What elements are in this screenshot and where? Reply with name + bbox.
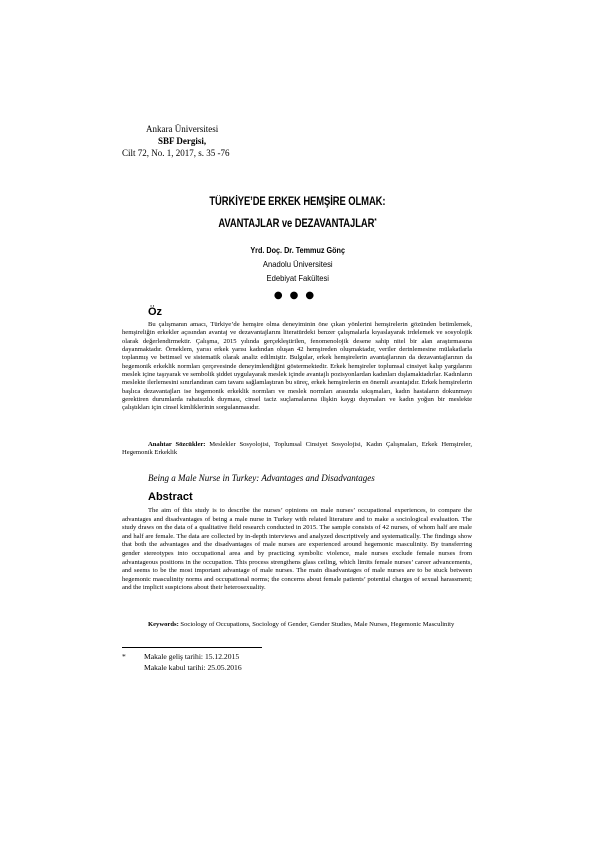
abstract-keywords-text: Sociology of Occupations, Sociology of Gender, Gender Studies, Male Nurses, Hegemonic Masculinity xyxy=(178,621,455,628)
footnote-mark: * xyxy=(122,652,126,661)
author-affiliation-university: Anadolu Üniversitesi xyxy=(262,259,333,269)
author-block xyxy=(0,243,595,285)
section-separator: ●●● xyxy=(273,290,322,301)
title-footnote-mark: * xyxy=(374,218,377,225)
abstract-keywords-label: Keywords: xyxy=(148,621,179,628)
abstract-body: The aim of this study is to describe the nurses’ opinions on male nurses’ occupational experiences, to compare the advantages and disadvantages of being a male nurse in Turkey with related literature and to make a sociological evaluation. The study draws on the data of a qualitative field research conducted in 2015. The sample consists of 42 nurses, of whom half are male and half are female. The data are collected by in-depth interviews and analyzed descriptively and systematically. The findings show that both the advantages and the disadvantages of male nurses are experienced around hegemonic masculinity. By transferring gender stereotypes into occupational area and by practicing symbolic violence, male nurses exclude female nurses from advantageous positions in the occupation. This process strengthens glass ceiling, which limits female nurses’ career advancements, and seems to be the most important advantage of male nurses. The main disadvantages of male nurses are to be stuck between hegemonic masculinity norms and occupational norms; the concerns about female patients’ potential charges of sexual harassment; and the implicit suspicions about their heterosexuality. xyxy=(122,507,472,592)
journal-university: Ankara Üniversitesi xyxy=(146,124,219,134)
footnote-divider xyxy=(122,647,262,648)
author-affiliation-faculty: Edebiyat Fakültesi xyxy=(266,273,329,283)
oz-keywords-label: Anahtar Sözcükler: xyxy=(148,441,206,448)
oz-heading: Öz xyxy=(148,306,163,318)
author-name: Yrd. Doç. Dr. Temmuz Gönç xyxy=(250,245,345,255)
title-line-2-text: AVANTAJLAR ve DEZAVANTAJLAR xyxy=(218,218,375,230)
abstract-heading: Abstract xyxy=(148,491,193,503)
footnotes xyxy=(122,651,242,673)
oz-body: Bu çalışmanın amacı, Türkiye’de hemşire olma deneyiminin öne çıkan yönlerini hemşirelerin gözünden betimlemek, hemşireliğin erkekler açısından avantaj ve dezavantajlarını literatürdeki benzer çalışmalarla kıyaslayarak irdelemek ve sosyolojik olarak değerlendirmektir. Çalışma, 2015 yılında gerçekleştirilen, fenomenolojik desene sahip nitel bir alan araştırmasına dayanmaktadır. Örneklem, yarısı erkek yarısı kadından oluşan 42 hemşireden oluşmaktadır, veriler derinlemesine mülakatlarla toplanmış ve betimsel ve sistematik olarak analiz edilmiştir. Bulgular, erkek hemşirelerin avantajlarının da dezavantajlarının da hegemonik erkeklik normları çerçevesinde deneyimlendiğini göstermektedir. Erkek hemşireler toplumsal cinsiyet kalıp yargılarını meslek içine taşıyarak ve sembolik şiddet uygulayarak meslek içinde avantajlı pozisyonlardan kadınları dışlamaktadırlar. Kadınların meslekte ilerlemesini sınırlandıran cam tavanı sağlamlaştıran bu süreç, erkek hemşirelerin en önemli avantajıdır. Erkek hemşirelerin başlıca dezavantajları ise hegemonik erkeklik normları ve meslek normları arasında sıkışmaları, kadın hastaların dokunmayı gerektiren durumlarda rahatsızlık duyması, cinsel taciz suçlamalarına ilişkin kaygı duymaları ve kadın yoğun bir meslekte çalıştıkları için cinsel kimliklerinin sorgulanmasıdır. xyxy=(122,321,472,412)
abstract-keywords xyxy=(122,621,472,629)
article-title xyxy=(53,192,541,234)
footnote-accepted: Makale kabul tarihi: 25.05.2016 xyxy=(144,663,242,672)
title-line-1: TÜRKİYE’DE ERKEK HEMŞİRE OLMAK: xyxy=(209,196,386,208)
oz-keywords xyxy=(122,441,472,458)
journal-name: SBF Dergisi, xyxy=(158,136,207,146)
english-title: Being a Male Nurse in Turkey: Advantages and Disadvantages xyxy=(148,473,375,483)
oz-keywords-text: Meslekler Sosyolojisi, Toplumsal Cinsiyet Sosyolojisi, Kadın Çalışmaları, Erkek Hemşireler, Hegemonik Erkeklik xyxy=(122,441,473,457)
journal-volume: Cilt 72, No. 1, 2017, s. 35 -76 xyxy=(122,148,230,158)
footnote-received: Makale geliş tarihi: 15.12.2015 xyxy=(144,652,240,661)
journal-header xyxy=(122,123,242,159)
title-line-2 xyxy=(53,212,541,234)
